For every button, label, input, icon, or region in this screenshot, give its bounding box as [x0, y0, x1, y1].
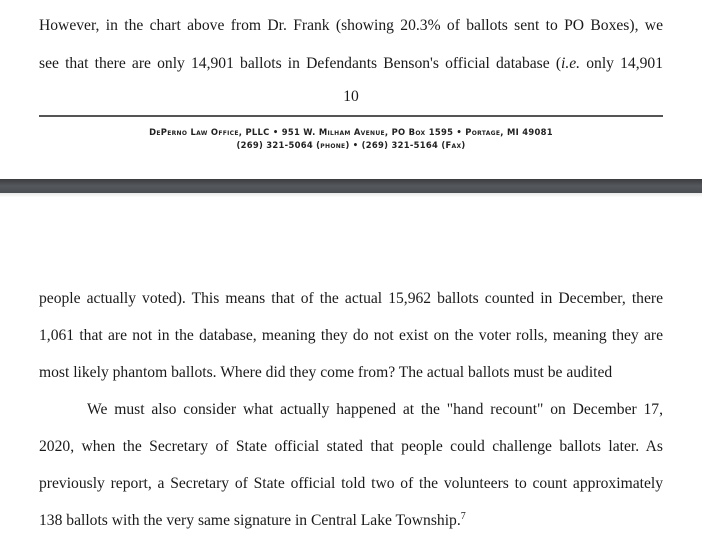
page-number: 10	[343, 88, 359, 105]
body-text-line	[39, 55, 663, 73]
body-text-line: 1,061 that are not in the database, meaning they do not exist on the voter rolls, meaning they are	[39, 327, 663, 344]
body-text-line: However, in the chart above from Dr. Frank (showing 20.3% of ballots sent to PO Boxes), we	[39, 17, 663, 34]
body-text-line-indented: We must also consider what actually happened at the "hand recount" on December 17,	[87, 401, 663, 418]
footnote-reference[interactable]: 7	[460, 511, 466, 522]
text-segment: only 14,901	[580, 55, 664, 72]
body-text-line: previously report, a Secretary of State official told two of the volunteers to count approximately	[39, 475, 663, 492]
body-text-line: 2020, when the Secretary of State official stated that people could challenge ballots later. As	[39, 438, 663, 455]
body-text-line: most likely phantom ballots. Where did they come from? The actual ballots must be audited	[39, 364, 613, 381]
body-text-line	[39, 512, 663, 530]
italic-abbrev: i.e.	[561, 55, 581, 72]
text-segment: see that there are only 14,901 ballots in Defendants Benson's official database (	[39, 55, 562, 72]
page-separator	[0, 179, 702, 193]
body-text-line: people actually voted). This means that of the actual 15,962 ballots counted in December, there	[39, 290, 663, 307]
text-segment: 138 ballots with the very same signature in Central Lake Township.	[39, 512, 461, 529]
page-separator-shadow	[0, 193, 702, 197]
footer-address: DePerno Law Office, PLLC • 951 W. Milham Avenue, PO Box 1595 • Portage, MI 49081	[149, 127, 553, 137]
footer-contact: (269) 321-5064 (phone) • (269) 321-5164 (Fax)	[236, 140, 466, 150]
footer-divider	[39, 115, 663, 117]
